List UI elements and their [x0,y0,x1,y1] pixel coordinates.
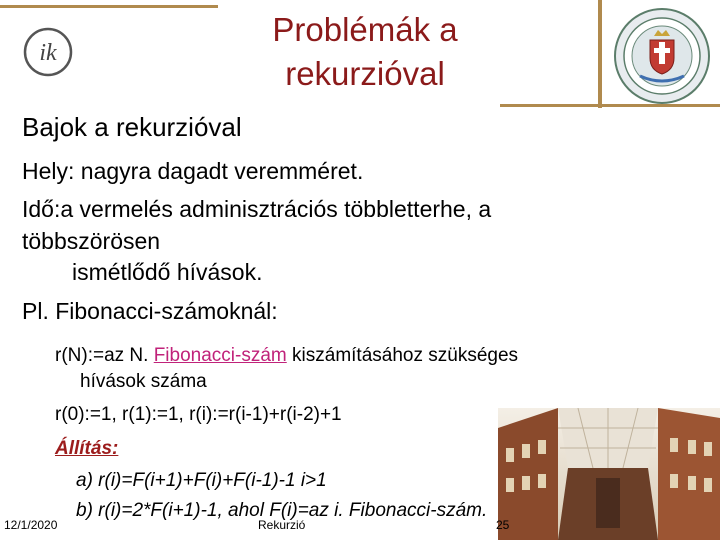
body-line-calls: ismétlődő hívások. [72,259,263,285]
recurrence-formula: r(0):=1, r(1):=1, r(i):=r(i-1)+r(i-2)+1 [55,404,342,425]
title-line-2: rekurzióval [285,55,445,92]
definition-prefix: r(N):=az N. [55,345,154,366]
ik-logo-icon [22,26,74,78]
claim-b: b) r(i)=2*F(i+1)-1, ahol F(i)=az i. Fibonacci-szám. [76,500,488,521]
body-line-repeated: többszörösen [22,228,161,254]
svg-text:ik: ik [39,40,57,66]
footer-title: Rekurzió [258,518,306,532]
claim-heading: Állítás: [55,438,119,459]
footer-date: 12/1/2020 [4,518,58,532]
university-seal-icon [612,6,712,106]
definition-suffix: kiszámításához szükséges [286,345,519,366]
recursion-count-definition [55,345,518,367]
section-heading: Bajok a rekurzióval [22,112,242,142]
body-line-space: Hely: nagyra dagadt veremméret. [22,158,364,184]
fibonacci-link[interactable]: Fibonacci-szám [153,345,287,366]
side-rule [598,0,602,108]
body-line-time: Idő:a vermelés adminisztrációs többletterhe, a [22,196,492,222]
claim-a: a) r(i)=F(i+1)+F(i)+F(i-1)-1 i>1 [76,470,327,491]
page-number: 25 [496,518,510,532]
slide-title [230,8,500,96]
title-line-1: Problémák a [272,11,458,48]
body-line-example: Pl. Fibonacci-számoknál: [22,298,278,324]
top-left-rule [0,5,218,8]
building-photo [498,408,720,540]
recursion-count-definition-cont: hívások száma [80,371,207,392]
